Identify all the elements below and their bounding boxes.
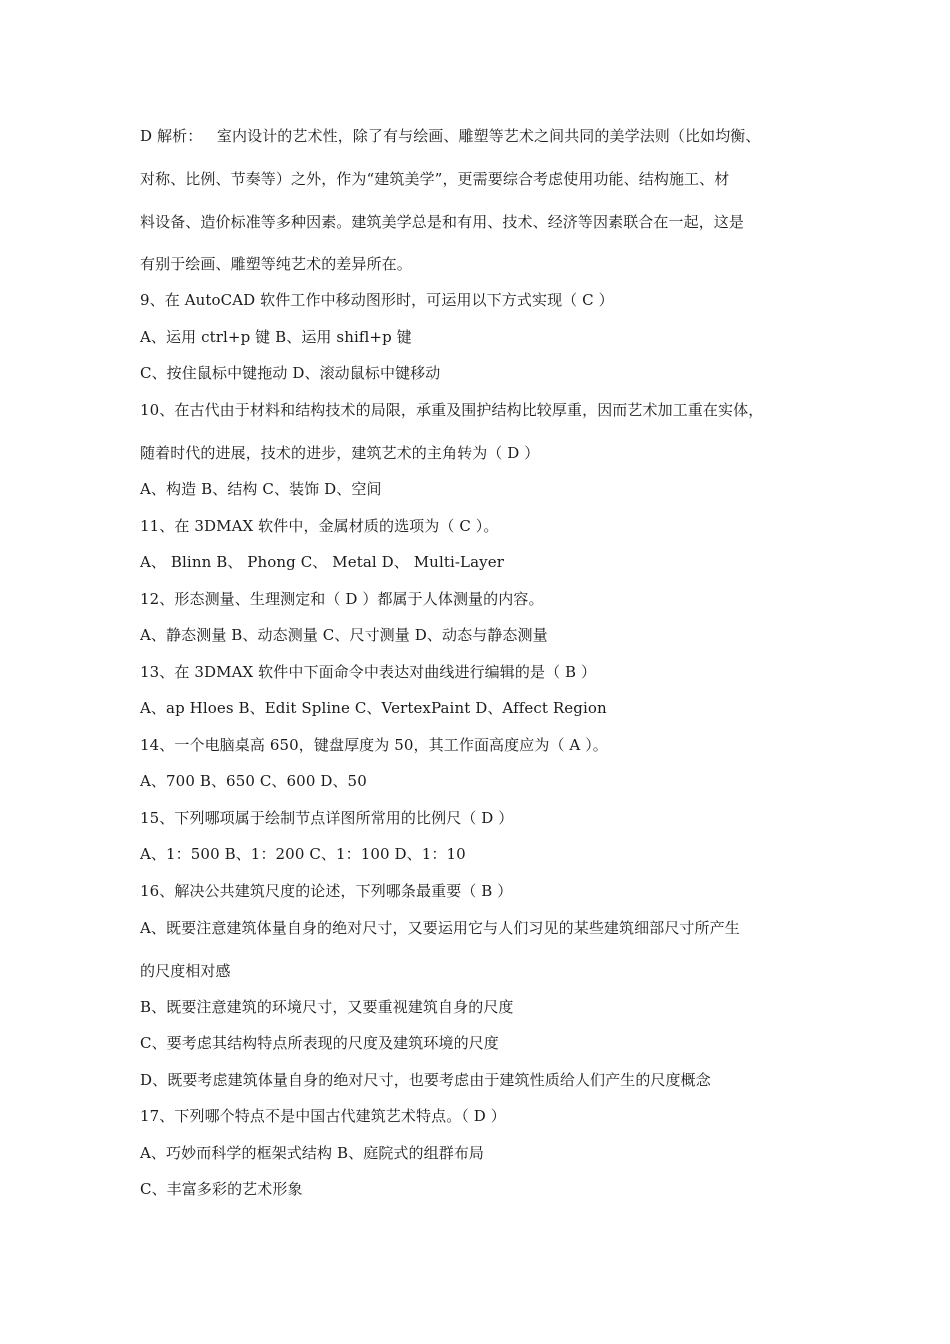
question-17: 17、下列哪个特点不是中国古代建筑艺术特点。（ D ） xyxy=(140,1107,506,1125)
options-17b: C、丰富多彩的艺术形象 xyxy=(140,1180,303,1198)
question-10-cont: 随着时代的进展，技术的进步，建筑艺术的主角转为（ D ） xyxy=(140,444,540,462)
question-12: 12、形态测量、生理测定和（ D ）都属于人体测量的内容。 xyxy=(140,590,544,608)
option-16b: B、既要注意建筑的环境尺寸，又要重视建筑自身的尺度 xyxy=(140,998,514,1016)
text-line: D 解析： 室内设计的艺术性，除了有与绘画、雕塑等艺术之间共同的美学法则（比如均衡、 xyxy=(140,127,761,145)
question-15: 15、下列哪项属于绘制节点详图所常用的比例尺（ D ） xyxy=(140,809,514,827)
options-15: A、1：500 B、1：200 C、1：100 D、1：10 xyxy=(140,845,466,863)
options-12: A、静态测量 B、动态测量 C、尺寸测量 D、动态与静态测量 xyxy=(140,626,548,644)
options-13: A、ap Hloes B、Edit Spline C、VertexPaint D、Affect Region xyxy=(140,699,607,717)
option-16c: C、要考虑其结构特点所表现的尺度及建筑环境的尺度 xyxy=(140,1034,499,1052)
options-14: A、700 B、650 C、600 D、50 xyxy=(140,772,367,790)
options-17a: A、巧妙而科学的框架式结构 B、庭院式的组群布局 xyxy=(140,1144,485,1162)
options-10: A、构造 B、结构 C、装饰 D、空间 xyxy=(140,480,382,498)
text-line: 料设备、造价标准等多种因素。建筑美学总是和有用、技术、经济等因素联合在一起，这是 xyxy=(140,213,745,231)
question-14: 14、一个电脑桌高 650，键盘厚度为 50，其工作面高度应为（ A ）。 xyxy=(140,736,608,754)
text-line: 有别于绘画、雕塑等纯艺术的差异所在。 xyxy=(140,255,412,273)
text-line: 对称、比例、节奏等）之外，作为“建筑美学”，更需要综合考虑使用功能、结构施工、材 xyxy=(140,170,730,188)
options-9b: C、按住鼠标中键拖动 D、滚动鼠标中键移动 xyxy=(140,364,441,382)
question-13: 13、在 3DMAX 软件中下面命令中表达对曲线进行编辑的是（ B ） xyxy=(140,663,597,681)
question-10: 10、在古代由于材料和结构技术的局限，承重及围护结构比较厚重，因而艺术加工重在实体， xyxy=(140,401,764,419)
question-9: 9、在 AutoCAD 软件工作中移动图形时，可运用以下方式实现（ C ） xyxy=(140,291,614,309)
question-16: 16、解决公共建筑尺度的论述，下列哪条最重要（ B ） xyxy=(140,882,513,900)
option-16a-cont: 的尺度相对感 xyxy=(140,962,231,980)
option-16a: A、既要注意建筑体量自身的绝对尺寸，又要运用它与人们习见的某些建筑细部尺寸所产生 xyxy=(140,919,740,937)
options-11: A、 Blinn B、 Phong C、 Metal D、 Multi-Layer xyxy=(140,553,504,571)
question-11: 11、在 3DMAX 软件中，金属材质的选项为（ C ）。 xyxy=(140,517,499,535)
options-9a: A、运用 ctrl+p 键 B、运用 shifl+p 键 xyxy=(140,328,412,346)
option-16d: D、既要考虑建筑体量自身的绝对尺寸，也要考虑由于建筑性质给人们产生的尺度概念 xyxy=(140,1071,711,1089)
